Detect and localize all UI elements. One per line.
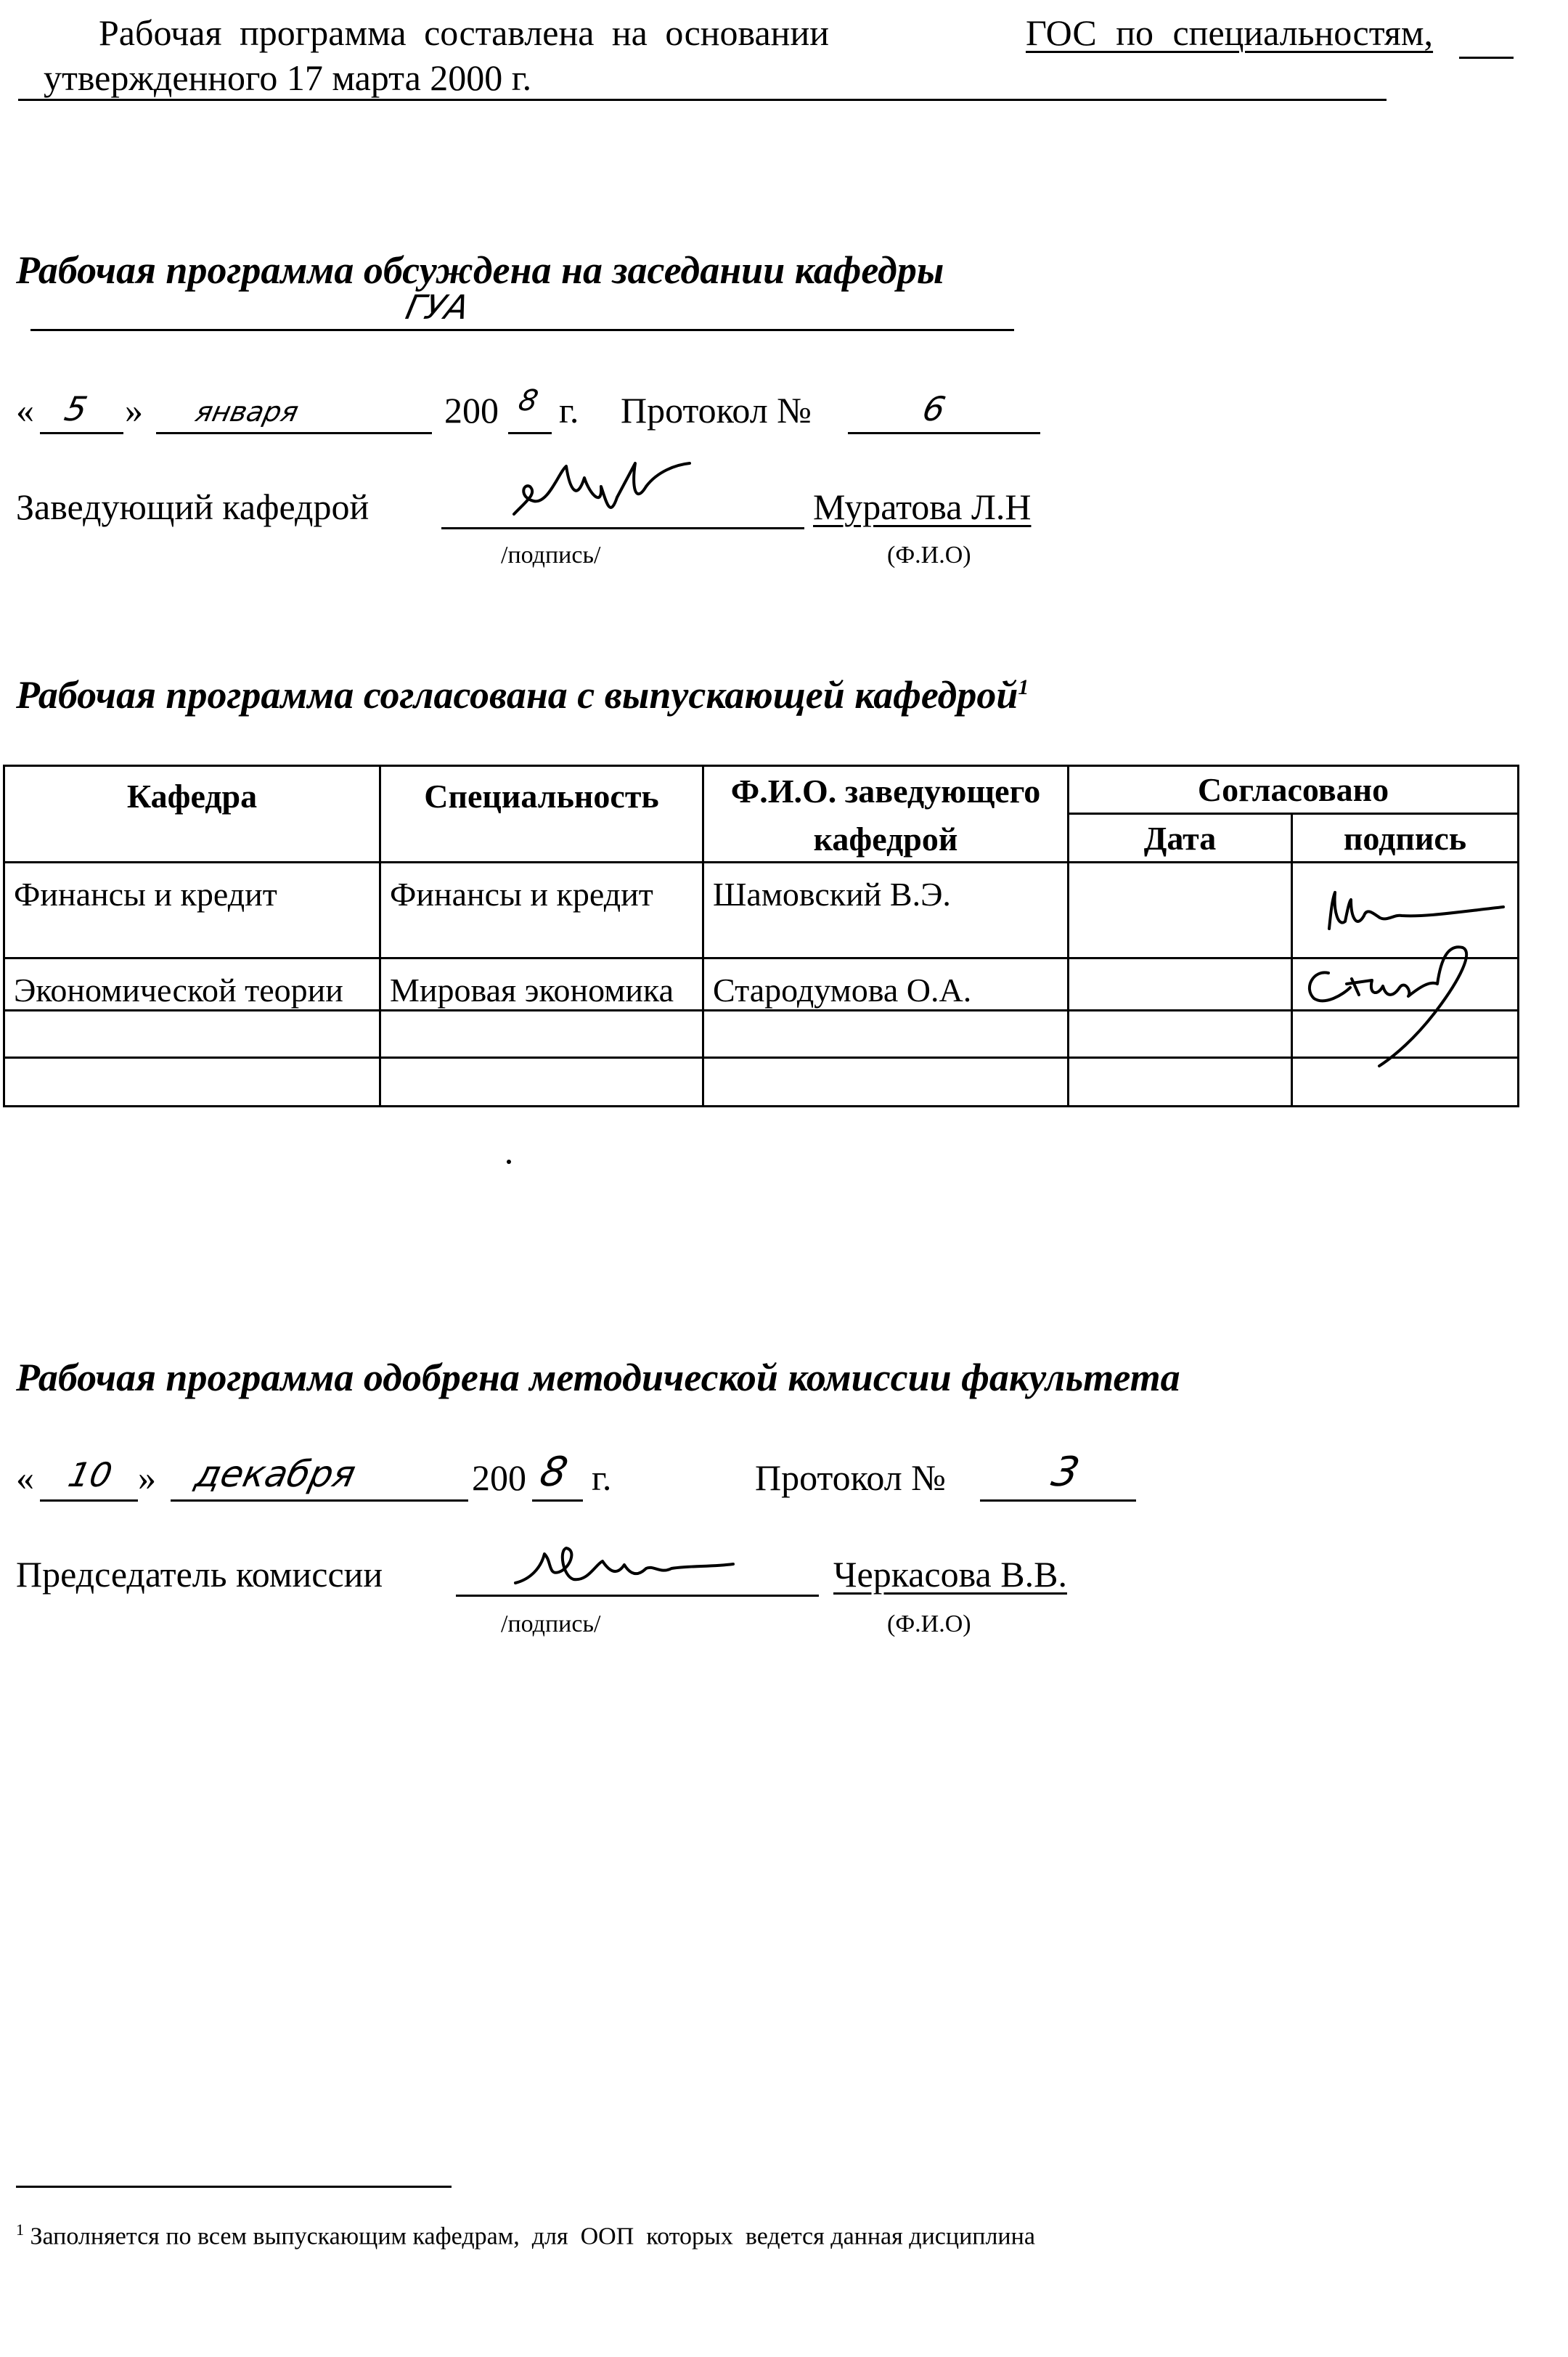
cell-department <box>4 1058 380 1107</box>
commission-quote-open: « <box>16 1457 34 1498</box>
intro-prefix: Рабочая программа составлена на основании <box>99 12 829 53</box>
intro-underline-end <box>1459 57 1514 59</box>
cell-specialty <box>380 1058 703 1107</box>
table-row <box>4 863 1519 958</box>
meeting-year-suffix: г. <box>559 390 579 431</box>
commission-day-field <box>40 1499 138 1502</box>
meeting-protocol-label: Протокол № <box>621 390 812 431</box>
table-header-row <box>4 766 1519 814</box>
intro-underline <box>44 99 1387 101</box>
meeting-quote-open: « <box>16 390 34 431</box>
stray-mark <box>507 1160 511 1164</box>
signature-row-1 <box>1322 885 1511 943</box>
commission-chair-name: Черкасова В.В. <box>833 1554 1067 1595</box>
cell-department: Экономической теории <box>4 958 380 1011</box>
department-head-label: Заведующий кафедрой <box>16 487 369 527</box>
cell-date <box>1069 863 1292 958</box>
col-head-line1: Ф.И.О. заведующего <box>730 773 1041 810</box>
chair-name-caption: (Ф.И.О) <box>887 1611 971 1637</box>
commission-protocol-field <box>980 1499 1136 1502</box>
col-signature: подпись <box>1292 814 1519 863</box>
commission-protocol-number: 3 <box>1048 1449 1084 1496</box>
footnote-text: Заполняется по всем выпускающим кафедрам, для ООП которых ведется данная дисциплина <box>30 2223 1035 2250</box>
department-head-name: Муратова Л.Н <box>813 487 1032 527</box>
meeting-month-field <box>156 432 432 434</box>
table-row <box>4 1011 1519 1058</box>
intro-underline-start <box>18 99 47 101</box>
meeting-year-digit: 8 <box>515 384 542 418</box>
commission-year-suffix: г. <box>592 1457 612 1498</box>
meeting-protocol-number: 6 <box>919 389 950 428</box>
cell-date <box>1069 958 1292 1011</box>
cell-head <box>703 1058 1069 1107</box>
cell-specialty: Финансы и кредит <box>380 863 703 958</box>
commission-protocol-label: Протокол № <box>755 1457 946 1498</box>
footnote-mark: 1 <box>16 2220 24 2239</box>
commission-month: декабря <box>191 1453 359 1495</box>
meeting-year-field <box>508 432 552 434</box>
department-handwritten: ГУА <box>402 288 473 327</box>
cell-head: Стародумова О.А. <box>703 958 1069 1011</box>
department-head-signature <box>508 457 697 526</box>
footnote <box>16 2222 1035 2249</box>
table-row <box>4 1058 1519 1107</box>
head-name-caption: (Ф.И.О) <box>887 542 971 569</box>
cell-date <box>1069 1058 1292 1107</box>
agreement-heading-text: Рабочая программа согласована с выпускающей кафедрой <box>16 673 1018 717</box>
commission-chair-label: Председатель комиссии <box>16 1554 383 1595</box>
commission-year-prefix: 200 <box>472 1457 526 1498</box>
cell-department: Финансы и кредит <box>4 863 380 958</box>
department-meeting-heading: Рабочая программа обсуждена на заседании кафедры <box>16 248 944 292</box>
col-head <box>703 766 1069 863</box>
department-head-signature-field <box>441 527 804 529</box>
agreement-heading <box>16 675 1029 715</box>
commission-day: 10 <box>65 1455 116 1494</box>
commission-quote-close: » <box>138 1457 156 1498</box>
cell-date <box>1069 1011 1292 1058</box>
intro-basis: ГОС по специальностям, <box>1026 12 1434 53</box>
signature-row-2 <box>1292 944 1495 1075</box>
head-signature-caption: /подпись/ <box>501 542 601 569</box>
col-specialty: Специальность <box>380 766 703 863</box>
cell-head <box>703 1011 1069 1058</box>
agreement-footnote-mark: 1 <box>1018 675 1029 699</box>
cell-department <box>4 1011 380 1058</box>
footnote-rule <box>16 2186 452 2188</box>
commission-year-digit: 8 <box>536 1449 572 1496</box>
commission-chair-signature <box>508 1539 740 1597</box>
intro-basis-continued: утвержденного 17 марта 2000 г. <box>44 57 532 98</box>
table-row <box>4 958 1519 1011</box>
commission-heading: Рабочая программа одобрена методической комиссии факультета <box>16 1356 1180 1399</box>
commission-month-field <box>171 1499 468 1502</box>
meeting-month: января <box>192 396 302 428</box>
meeting-day-field <box>40 432 123 434</box>
commission-year-field <box>532 1499 583 1502</box>
col-head-line2: кафедрой <box>813 821 958 858</box>
meeting-year-prefix: 200 <box>444 390 499 431</box>
col-agreed: Согласовано <box>1069 766 1519 814</box>
cell-specialty <box>380 1011 703 1058</box>
chair-signature-caption: /подпись/ <box>501 1611 601 1637</box>
department-name-field <box>30 329 1014 331</box>
meeting-quote-close: » <box>125 390 143 431</box>
meeting-day: 5 <box>61 389 91 428</box>
col-department: Кафедра <box>4 766 380 863</box>
meeting-protocol-field <box>848 432 1040 434</box>
cell-specialty: Мировая экономика <box>380 958 703 1011</box>
col-date: Дата <box>1069 814 1292 863</box>
cell-head: Шамовский В.Э. <box>703 863 1069 958</box>
